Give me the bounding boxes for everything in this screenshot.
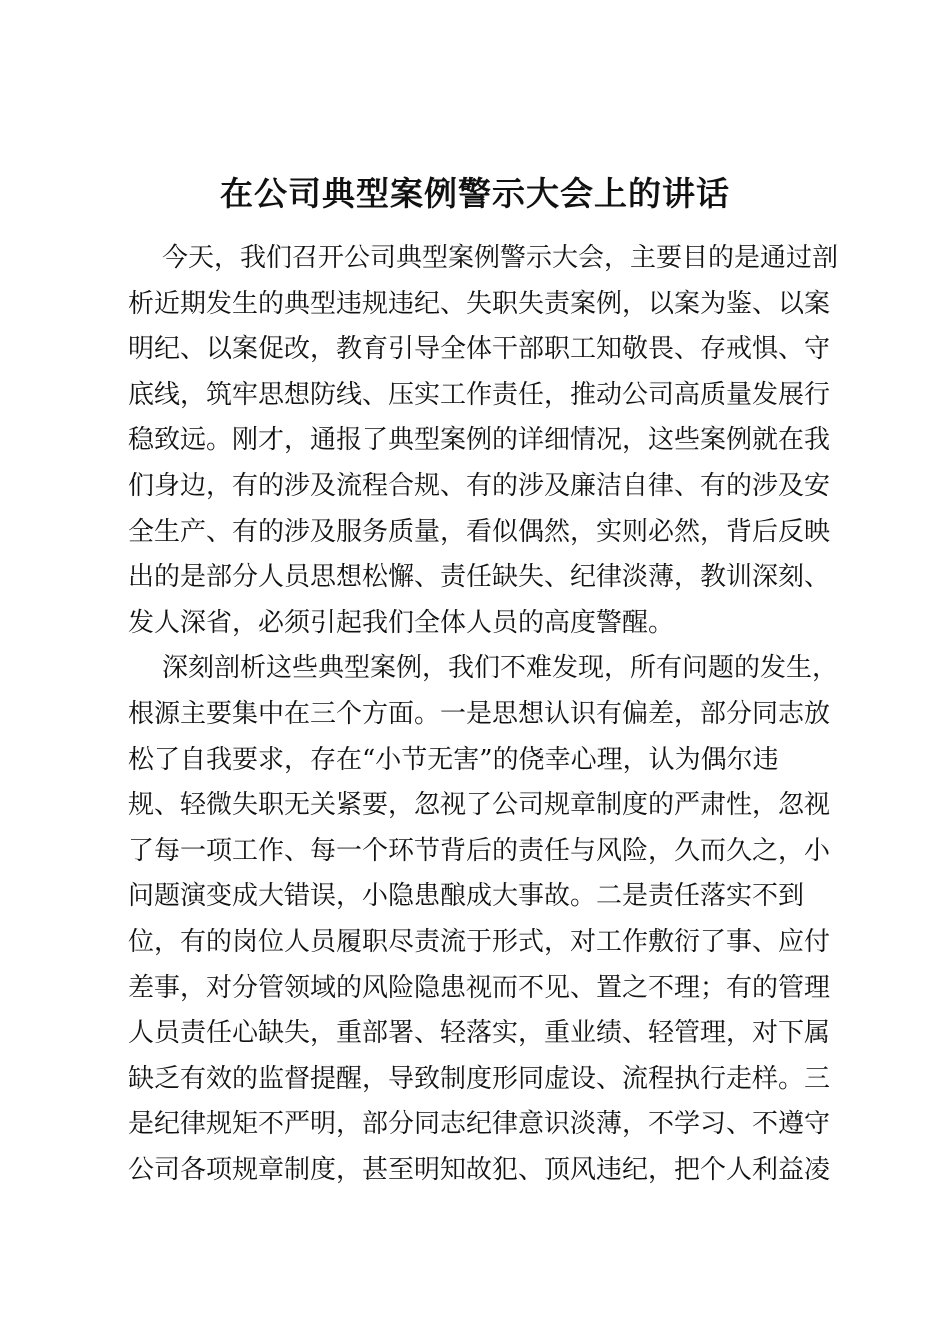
paragraph-line: 根源主要集中在三个方面。一是思想认识有偏差，部分同志放 bbox=[128, 698, 831, 729]
paragraph-line: 缺乏有效的监督提醒，导致制度形同虚设、流程执行走样。三 bbox=[128, 1063, 831, 1094]
paragraph-line: 底线，筑牢思想防线、压实工作责任，推动公司高质量发展行 bbox=[128, 379, 831, 410]
paragraph-line: 今天，我们召开公司典型案例警示大会，主要目的是通过剖 bbox=[162, 243, 839, 273]
paragraph-line: 析近期发生的典型违规违纪、失职失责案例，以案为鉴、以案 bbox=[128, 288, 831, 319]
paragraph-line: 位，有的岗位人员履职尽责流于形式，对工作敷衍了事、应付 bbox=[128, 926, 831, 957]
paragraph-line: 稳致远。刚才，通报了典型案例的详细情况，这些案例就在我 bbox=[128, 425, 831, 456]
paragraph-line: 松了自我要求，存在“小节无害”的侥幸心理，认为偶尔违 bbox=[128, 744, 779, 775]
document-title: 在公司典型案例警示大会上的讲话 bbox=[220, 174, 730, 213]
document-body bbox=[128, 236, 839, 1193]
paragraph-line: 出的是部分人员思想松懈、责任缺失、纪律淡薄，教训深刻、 bbox=[128, 562, 831, 593]
paragraph-line: 全生产、有的涉及服务质量，看似偶然，实则必然，背后反映 bbox=[128, 516, 831, 547]
paragraph-line: 人员责任心缺失，重部署、轻落实，重业绩、轻管理，对下属 bbox=[128, 1018, 831, 1049]
paragraph-line: 问题演变成大错误，小隐患酿成大事故。二是责任落实不到 bbox=[128, 881, 805, 912]
paragraph-line: 规、轻微失职无关紧要，忽视了公司规章制度的严肃性，忽视 bbox=[128, 790, 831, 821]
paragraph-line: 明纪、以案促改，教育引导全体干部职工知敬畏、存戒惧、守 bbox=[128, 334, 831, 365]
paragraph-line: 公司各项规章制度，甚至明知故犯、顶风违纪，把个人利益凌 bbox=[128, 1154, 831, 1185]
paragraph-line: 深刻剖析这些典型案例，我们不难发现，所有问题的发生， bbox=[162, 653, 839, 684]
paragraph-line: 是纪律规矩不严明，部分同志纪律意识淡薄，不学习、不遵守 bbox=[128, 1109, 831, 1140]
paragraph-line: 了每一项工作、每一个环节背后的责任与风险，久而久之，小 bbox=[128, 835, 831, 866]
paragraph-line: 差事，对分管领域的风险隐患视而不见、置之不理；有的管理 bbox=[128, 972, 831, 1003]
paragraph-line: 发人深省，必须引起我们全体人员的高度警醒。 bbox=[128, 607, 675, 638]
paragraph-line: 们身边，有的涉及流程合规、有的涉及廉洁自律、有的涉及安 bbox=[128, 470, 831, 501]
